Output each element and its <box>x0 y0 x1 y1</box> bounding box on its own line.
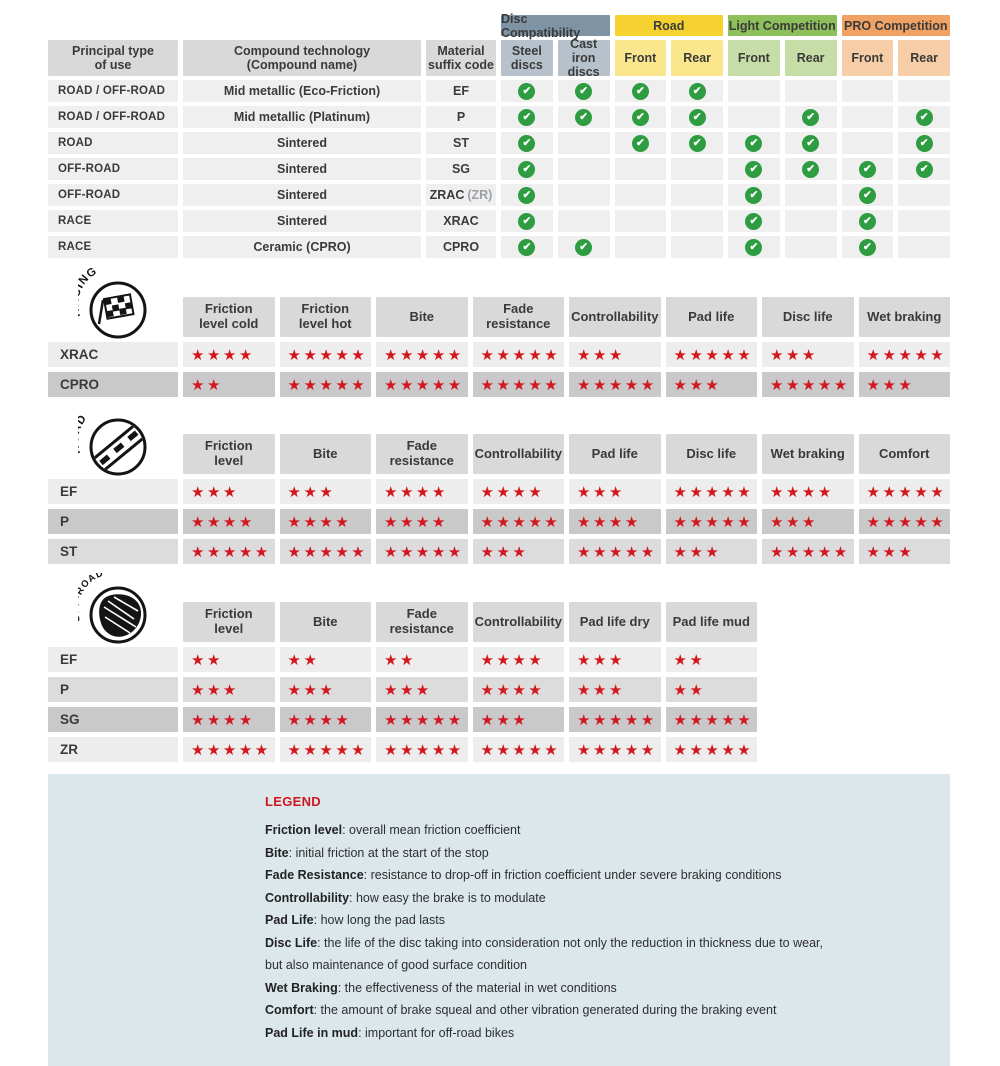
sub-header-cast-iron-discs: Cast iron discs <box>558 40 610 76</box>
criterion-header-bite: Bite <box>280 434 372 474</box>
star-rating: ★★★ <box>569 479 661 504</box>
empty-cell <box>671 158 723 180</box>
checkmark-icon: ✔ <box>518 109 535 126</box>
check-cell <box>615 80 667 102</box>
compound-label-ef: EF <box>48 647 178 672</box>
checkmark-icon: ✔ <box>745 161 762 178</box>
check-cell <box>501 158 553 180</box>
star-rating: ★★★ <box>859 372 951 397</box>
star-rating: ★★★★ <box>569 509 661 534</box>
legend-term: Disc Life <box>265 935 318 950</box>
empty-cell <box>671 210 723 232</box>
check-cell <box>898 158 950 180</box>
empty-cell <box>898 236 950 258</box>
sub-header-front: Front <box>842 40 894 76</box>
group-header-spacer <box>183 15 421 36</box>
star-rating: ★★★★★ <box>569 539 661 564</box>
checkmark-icon: ✔ <box>689 135 706 152</box>
legend-items <box>265 819 920 1044</box>
criterion-header-disc-life: Disc life <box>666 434 758 474</box>
star-rating: ★★★★★ <box>666 342 758 367</box>
code-cell: ST <box>426 132 496 154</box>
star-rating: ★★★★★ <box>280 342 372 367</box>
empty-cell <box>558 184 610 206</box>
check-cell <box>842 184 894 206</box>
star-rating: ★★★★ <box>183 707 275 732</box>
tech-cell: Mid metallic (Eco-Friction) <box>183 80 421 102</box>
empty-cell <box>558 132 610 154</box>
criterion-header-fade-resistance: Fade resistance <box>376 434 468 474</box>
criterion-header-wet-braking: Wet braking <box>859 297 951 337</box>
legend-description: : how long the pad lasts <box>313 913 445 927</box>
star-rating: ★★★ <box>183 479 275 504</box>
code-cell: CPRO <box>426 236 496 258</box>
checkmark-icon: ✔ <box>689 83 706 100</box>
check-cell <box>728 236 780 258</box>
check-cell <box>842 158 894 180</box>
empty-cell <box>842 80 894 102</box>
empty-cell <box>558 210 610 232</box>
legend-item <box>265 999 920 1022</box>
checkmark-icon: ✔ <box>916 135 933 152</box>
criterion-header-bite: Bite <box>376 297 468 337</box>
checkmark-icon: ✔ <box>802 109 819 126</box>
empty-cell <box>728 80 780 102</box>
star-rating: ★★★★★ <box>376 342 468 367</box>
legend-term: Pad Life <box>265 913 314 927</box>
sub-header-front: Front <box>728 40 780 76</box>
empty-cell <box>898 184 950 206</box>
legend-term: Comfort <box>265 1003 314 1017</box>
check-cell <box>501 184 553 206</box>
sub-header-rear: Rear <box>785 40 837 76</box>
check-cell <box>671 106 723 128</box>
criterion-header-bite: Bite <box>280 602 372 642</box>
tech-cell: Sintered <box>183 158 421 180</box>
criterion-header-pad-life: Pad life <box>569 434 661 474</box>
compound-label-p: P <box>48 677 178 702</box>
code-cell: EF <box>426 80 496 102</box>
compound-label-p: P <box>48 509 178 534</box>
criterion-header-controllability: Controllability <box>569 297 661 337</box>
check-cell <box>898 132 950 154</box>
checkmark-icon: ✔ <box>632 109 649 126</box>
checkmark-icon: ✔ <box>632 135 649 152</box>
compound-label-cpro: CPRO <box>48 372 178 397</box>
checkmark-icon: ✔ <box>745 213 762 230</box>
check-cell <box>615 132 667 154</box>
criterion-header-pad-life-mud: Pad life mud <box>666 602 758 642</box>
legend-title: LEGEND <box>265 794 321 809</box>
checkmark-icon: ✔ <box>518 239 535 256</box>
star-rating: ★★★★ <box>376 509 468 534</box>
road-icon <box>78 405 152 479</box>
legend-description: : how easy the brake is to modulate <box>349 890 546 905</box>
racing-table <box>48 297 950 397</box>
empty-cell <box>615 184 667 206</box>
checkmark-icon: ✔ <box>575 83 592 100</box>
legend <box>48 774 950 1066</box>
legend-description: : important for off-road bikes <box>358 1025 515 1040</box>
legend-item <box>265 864 920 887</box>
tech-cell: Sintered <box>183 210 421 232</box>
star-rating: ★★★★★ <box>762 372 854 397</box>
check-cell <box>501 106 553 128</box>
star-rating: ★★★★★ <box>280 539 372 564</box>
star-rating: ★★★★★ <box>569 372 661 397</box>
star-rating: ★★★ <box>473 539 565 564</box>
checkmark-icon: ✔ <box>859 187 876 204</box>
checkmark-icon: ✔ <box>632 83 649 100</box>
svg-text:ROAD <box>78 412 90 455</box>
star-rating: ★★★★★ <box>280 737 372 762</box>
star-rating: ★★★★★ <box>859 509 951 534</box>
compound-label-zr: ZR <box>48 737 178 762</box>
compound-label-xrac: XRAC <box>48 342 178 367</box>
legend-term: Controllability <box>265 890 350 905</box>
checkmark-icon: ✔ <box>518 135 535 152</box>
empty-cell <box>785 184 837 206</box>
star-rating: ★★★ <box>473 707 565 732</box>
criterion-header-pad-life-dry: Pad life dry <box>569 602 661 642</box>
check-cell <box>898 106 950 128</box>
star-rating: ★★★★★ <box>762 539 854 564</box>
star-rating: ★★★★★ <box>376 539 468 564</box>
star-rating: ★★ <box>376 647 468 672</box>
offroad-table <box>48 602 950 762</box>
check-cell <box>671 132 723 154</box>
legend-item <box>265 977 920 1000</box>
code-cell: XRAC <box>426 210 496 232</box>
svg-text:RACING: NG <box>78 268 100 288</box>
check-cell <box>728 132 780 154</box>
legend-term: Fade Resistance <box>265 868 364 882</box>
empty-cell <box>558 158 610 180</box>
star-rating: ★★ <box>666 677 758 702</box>
legend-description: : the amount of brake squeal and other vibration generated during the braking event <box>313 1003 777 1017</box>
criterion-header-fade-resistance: Fade resistance <box>473 297 565 337</box>
criterion-header-friction-level: Friction level <box>183 434 275 474</box>
criterion-header-friction-level: Friction level <box>183 602 275 642</box>
sub-header-steel-discs: Steel discs <box>501 40 553 76</box>
criterion-header-friction-level-cold: Friction level cold <box>183 297 275 337</box>
check-cell <box>785 132 837 154</box>
road-table <box>48 434 950 564</box>
legend-item <box>265 842 920 865</box>
star-rating: ★★★★ <box>280 707 372 732</box>
star-rating: ★★★★★ <box>473 372 565 397</box>
legend-description: : overall mean friction coefficient <box>342 823 521 837</box>
legend-description: : initial friction at the start of the stop <box>288 845 489 860</box>
legend-description: : the life of the disc taking into consideration not only the reduction in thickness due to wear, <box>317 935 823 950</box>
check-cell <box>501 80 553 102</box>
star-rating: ★★★ <box>762 509 854 534</box>
code-cell: P <box>426 106 496 128</box>
legend-item <box>265 1022 920 1045</box>
group-header-disc-compatibility: Disc Compatibility <box>501 15 610 36</box>
check-cell <box>728 158 780 180</box>
legend-item <box>265 909 920 932</box>
star-rating: ★★★ <box>666 539 758 564</box>
section-offroad <box>48 575 950 762</box>
star-rating: ★★★ <box>280 479 372 504</box>
sub-header-front: Front <box>615 40 667 76</box>
star-rating: ★★★★★ <box>376 707 468 732</box>
legend-term: Friction level <box>265 823 343 837</box>
column-header-0: Principal type of use <box>48 40 178 76</box>
empty-cell <box>898 80 950 102</box>
group-header-spacer <box>426 15 496 36</box>
star-rating: ★★ <box>280 647 372 672</box>
checkmark-icon: ✔ <box>745 239 762 256</box>
checkmark-icon: ✔ <box>859 161 876 178</box>
star-rating: ★★★★★ <box>473 342 565 367</box>
star-rating: ★★★ <box>569 647 661 672</box>
legend-description: : resistance to drop-off in friction coefficient under severe braking conditions <box>363 868 782 882</box>
sub-header-rear: Rear <box>898 40 950 76</box>
star-rating: ★★★ <box>666 372 758 397</box>
use-cell: RACE <box>48 236 178 258</box>
star-rating: ★★★ <box>280 677 372 702</box>
star-rating: ★★★★ <box>473 479 565 504</box>
checkmark-icon: ✔ <box>859 213 876 230</box>
legend-item <box>265 954 920 977</box>
group-header-light-competition: Light Competition <box>728 15 837 36</box>
use-cell: ROAD <box>48 132 178 154</box>
sub-header-rear: Rear <box>671 40 723 76</box>
compatibility-table <box>48 11 950 258</box>
checkmark-icon: ✔ <box>859 239 876 256</box>
use-cell: RACE <box>48 210 178 232</box>
legend-item <box>265 887 920 910</box>
rating-sections <box>48 270 950 762</box>
checkmark-icon: ✔ <box>518 83 535 100</box>
star-rating: ★★★★ <box>473 647 565 672</box>
empty-cell <box>615 158 667 180</box>
empty-cell <box>785 236 837 258</box>
use-cell: ROAD / OFF-ROAD <box>48 106 178 128</box>
check-cell <box>615 106 667 128</box>
check-cell <box>558 80 610 102</box>
check-cell <box>501 132 553 154</box>
star-rating: ★★ <box>183 372 275 397</box>
code-cell: SG <box>426 158 496 180</box>
star-rating: ★★★ <box>762 342 854 367</box>
legend-description: but also maintenance of good surface condition <box>265 958 527 972</box>
check-cell <box>671 80 723 102</box>
checkmark-icon: ✔ <box>802 161 819 178</box>
checkmark-icon: ✔ <box>575 239 592 256</box>
checkmark-icon: ✔ <box>802 135 819 152</box>
tech-cell: Sintered <box>183 132 421 154</box>
criterion-header-pad-life: Pad life <box>666 297 758 337</box>
column-header-2: Material suffix code <box>426 40 496 76</box>
star-rating: ★★★★★ <box>376 372 468 397</box>
legend-term: Pad Life in mud <box>265 1025 359 1040</box>
criterion-header-wet-braking: Wet braking <box>762 434 854 474</box>
column-header-1: Compound technology (Compound name) <box>183 40 421 76</box>
empty-cell <box>728 106 780 128</box>
check-cell <box>785 106 837 128</box>
star-rating: ★★★★★ <box>183 737 275 762</box>
empty-cell <box>785 210 837 232</box>
group-header-road: Road <box>615 15 724 36</box>
star-rating: ★★★★ <box>762 479 854 504</box>
star-rating: ★★★★★ <box>666 707 758 732</box>
check-cell <box>728 184 780 206</box>
star-rating: ★★★★★ <box>666 479 758 504</box>
check-cell <box>785 158 837 180</box>
code-suffix: (ZR) <box>467 188 493 202</box>
use-cell: OFF-ROAD <box>48 158 178 180</box>
use-cell: ROAD / OFF-ROAD <box>48 80 178 102</box>
empty-cell <box>615 236 667 258</box>
star-rating: ★★★ <box>183 677 275 702</box>
check-cell <box>842 210 894 232</box>
legend-term: Wet Braking <box>265 980 338 995</box>
star-rating: ★★★★★ <box>280 372 372 397</box>
checkmark-icon: ✔ <box>518 161 535 178</box>
star-rating: ★★★★★ <box>859 479 951 504</box>
section-racing <box>48 270 950 397</box>
empty-cell <box>842 132 894 154</box>
star-rating: ★★★★★ <box>569 707 661 732</box>
tech-cell: Ceramic (CPRO) <box>183 236 421 258</box>
empty-cell <box>615 210 667 232</box>
criterion-header-controllability: Controllability <box>473 434 565 474</box>
criterion-header-fade-resistance: Fade resistance <box>376 602 468 642</box>
legend-item <box>265 819 920 842</box>
check-cell <box>728 210 780 232</box>
checkmark-icon: ✔ <box>745 187 762 204</box>
offroad-splat-icon <box>78 573 152 647</box>
checkmark-icon: ✔ <box>575 109 592 126</box>
star-rating: ★★★ <box>859 539 951 564</box>
criterion-header-controllability: Controllability <box>473 602 565 642</box>
group-header-spacer <box>48 15 178 36</box>
check-cell <box>558 236 610 258</box>
star-rating: ★★★★★ <box>183 539 275 564</box>
compound-label-sg: SG <box>48 707 178 732</box>
code-cell: ZRAC (ZR) <box>426 184 496 206</box>
checkmark-icon: ✔ <box>916 109 933 126</box>
star-rating: ★★★★★ <box>666 737 758 762</box>
racing-flag-icon <box>78 268 152 342</box>
criterion-header-comfort: Comfort <box>859 434 951 474</box>
star-rating: ★★★★ <box>183 342 275 367</box>
compound-label-ef: EF <box>48 479 178 504</box>
checkmark-icon: ✔ <box>689 109 706 126</box>
star-rating: ★★★★★ <box>473 737 565 762</box>
tech-cell: Mid metallic (Platinum) <box>183 106 421 128</box>
star-rating: ★★★★★ <box>859 342 951 367</box>
empty-cell <box>898 210 950 232</box>
star-rating: ★★★★★ <box>666 509 758 534</box>
legend-term: Bite <box>265 845 289 860</box>
empty-cell <box>671 236 723 258</box>
star-rating: ★★★★★ <box>376 737 468 762</box>
star-rating: ★★★★ <box>280 509 372 534</box>
star-rating: ★★★ <box>569 677 661 702</box>
legend-item <box>265 932 920 955</box>
checkmark-icon: ✔ <box>518 187 535 204</box>
star-rating: ★★ <box>183 647 275 672</box>
empty-cell <box>785 80 837 102</box>
checkmark-icon: ✔ <box>916 161 933 178</box>
legend-description: : the effectiveness of the material in wet conditions <box>337 980 617 995</box>
section-road <box>48 407 950 564</box>
check-cell <box>558 106 610 128</box>
compound-label-st: ST <box>48 539 178 564</box>
empty-cell <box>671 184 723 206</box>
star-rating: ★★★ <box>569 342 661 367</box>
star-rating: ★★★★ <box>376 479 468 504</box>
tech-cell: Sintered <box>183 184 421 206</box>
use-cell: OFF-ROAD <box>48 184 178 206</box>
star-rating: ★★★★ <box>473 677 565 702</box>
check-cell <box>842 236 894 258</box>
check-cell <box>501 236 553 258</box>
group-header-pro-competition: PRO Competition <box>842 15 951 36</box>
svg-text:OFF-ROAD: OAD <box>78 573 106 591</box>
star-rating: ★★★★★ <box>473 509 565 534</box>
star-rating: ★★★ <box>376 677 468 702</box>
criterion-header-friction-level-hot: Friction level hot <box>280 297 372 337</box>
star-rating: ★★ <box>666 647 758 672</box>
star-rating: ★★★★ <box>183 509 275 534</box>
checkmark-icon: ✔ <box>518 213 535 230</box>
content-column <box>48 11 950 1066</box>
star-rating: ★★★★★ <box>569 737 661 762</box>
checkmark-icon: ✔ <box>745 135 762 152</box>
empty-cell <box>842 106 894 128</box>
criterion-header-disc-life: Disc life <box>762 297 854 337</box>
check-cell <box>501 210 553 232</box>
